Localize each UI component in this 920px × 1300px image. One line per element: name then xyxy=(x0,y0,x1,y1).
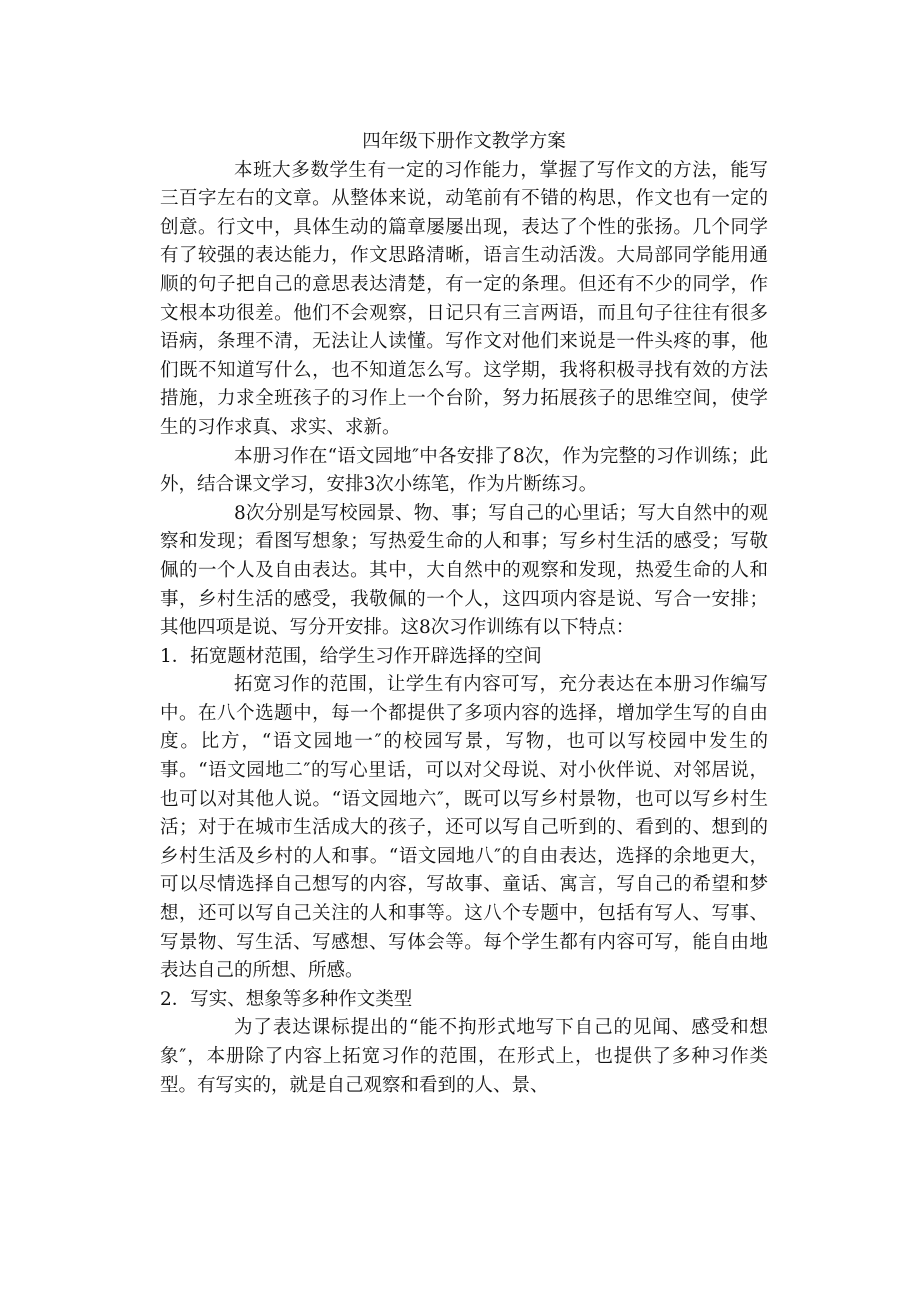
topics-paragraph: 8次分别是写校园景、物、事；写自己的心里话；写大自然中的观察和发现；看图写想象；写热爱生命的人和事；写乡村生活的感受；写敬佩的一个人及自由表达。其中，大自然中的观察和发现，热爱生命的人和事，乡村生活的感受，我敬佩的一个人，这四项内容是说、写合一安排；其他四项是说、写分开安排。这8次习作训练有以下特点： xyxy=(160,502,768,639)
intro-paragraph: 本班大多数学生有一定的习作能力，掌握了写作文的方法，能写三百字左右的文章。从整体来说，动笔前有不错的构思，作文也有一定的创意。行文中，具体生动的篇章屡屡出现，表达了个性的张扬。几个同学有了较强的表达能力，作文思路清晰，语言生动活泼。大局部同学能用通顺的句子把自己的意思表达清楚，有一定的条理。但还有不少的同学，作文根本功很差。他们不会观察，日记只有三言两语，而且句子往往有很多语病，条理不清，无法让人读懂。写作文对他们来说是一件头疼的事，他们既不知道写什么，也不知道怎么写。这学期，我将积极寻找有效的方法措施，力求全班孩子的习作上一个台阶，努力拓展孩子的思维空间，使学生的习作求真、求实、求新。 xyxy=(160,159,768,438)
document-title: 四年级下册作文教学方案 xyxy=(362,131,566,152)
section-heading-1: 1．拓宽题材范围，给学生习作开辟选择的空间 xyxy=(160,645,542,667)
arrangement-paragraph: 本册习作在“语文园地″中各安排了8次，作为完整的习作训练；此外，结合课文学习，安排3次小练笔，作为片断练习。 xyxy=(160,445,768,496)
document-page xyxy=(160,128,768,1100)
section-2-paragraph: 为了表达课标提出的“能不拘形式地写下自己的见闻、感受和想象″，本册除了内容上拓宽习作的范围，在形式上，也提供了多种习作类型。有写实的，就是自己观察和看到的人、景、 xyxy=(160,1017,768,1096)
section-1-paragraph: 拓宽习作的范围，让学生有内容可写，充分表达在本册习作编写中。在八个选题中，每一个都提供了多项内容的选择，增加学生写的自由度。比方，“语文园地一″的校园写景，写物，也可以写校园中发生的事。“语文园地二″的写心里话，可以对父母说、对小伙伴说、对邻居说，也可以对其他人说。“语文园地六″，既可以写乡村景物，也可以写乡村生活；对于在城市生活成大的孩子，还可以写自己听到的、看到的、想到的乡村生活及乡村的人和事。“语文园地八″的自由表达，选择的余地更大，可以尽情选择自己想写的内容，写故事、童话、寓言，写自己的希望和梦想，还可以写自己关注的人和事等。这八个专题中，包括有写人、写事、写景物、写生活、写感想、写体会等。每个学生都有内容可写，能自由地表达自己的所想、所感。 xyxy=(160,674,768,982)
section-heading-2: 2．写实、想象等多种作文类型 xyxy=(160,988,413,1010)
